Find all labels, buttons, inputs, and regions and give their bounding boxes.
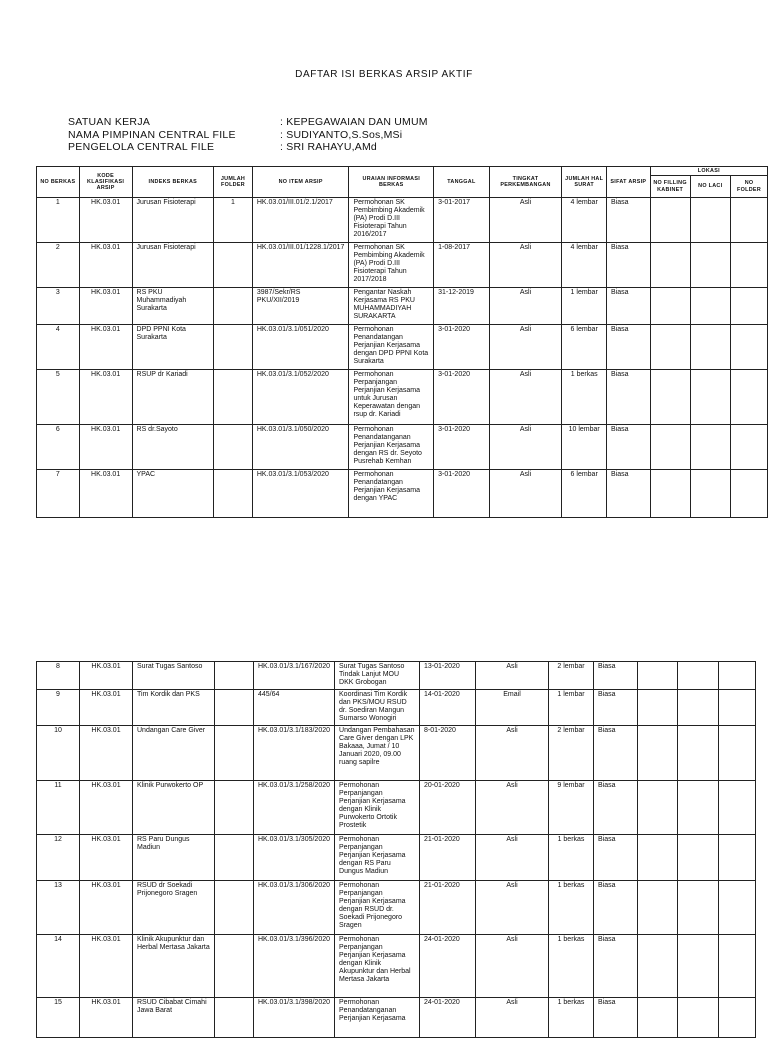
header-kode-klasifikasi: KODE KLASIFIKASI ARSIP — [79, 167, 132, 198]
cell-hal: 6 lembar — [562, 325, 607, 370]
cell-uraian: Koordinasi Tim Kordik dan PKS/MOU RSUD dr. Soediran Mangun Sumarso Wonogiri — [335, 690, 420, 726]
cell-sifat: Biasa — [607, 288, 651, 325]
cell-hal: 1 berkas — [562, 370, 607, 425]
cell-laci — [690, 470, 731, 518]
cell-item: 3987/Sekr/RS PKU/XII/2019 — [252, 288, 349, 325]
cell-uraian: Permohonan Penandatangan Perjanjian Kerjasama dengan DPD PPNI Kota Surakarta — [349, 325, 434, 370]
cell-no: 4 — [37, 325, 80, 370]
archive-table-top — [36, 166, 768, 518]
cell-nofolder — [731, 288, 768, 325]
cell-uraian: Permohonan Penandatanganan Perjanjian Kerjasama — [335, 998, 420, 1038]
cell-folder — [215, 881, 254, 935]
cell-sifat: Biasa — [594, 998, 638, 1038]
cell-tanggal: 3-01-2020 — [434, 325, 490, 370]
cell-kode: HK.03.01 — [79, 325, 132, 370]
cell-folder — [214, 325, 253, 370]
table-row — [37, 425, 768, 470]
cell-tanggal: 21-01-2020 — [420, 881, 476, 935]
cell-sifat: Biasa — [607, 425, 651, 470]
document-title: DAFTAR ISI BERKAS ARSIP AKTIF — [295, 69, 473, 80]
cell-item: HK.03.01/III.01/2.1/2017 — [252, 198, 349, 243]
cell-kode: HK.03.01 — [80, 726, 133, 781]
meta-value: : SUDIYANTO,S.Sos,MSi — [280, 128, 403, 141]
cell-uraian: Permohonan Penandatanganan Perjanjian Kerjasama dengan RS dr. Seyoto Pusrehab Kemhan — [349, 425, 434, 470]
cell-folder — [215, 998, 254, 1038]
header-no-folder: NO FOLDER — [731, 176, 768, 198]
cell-hal: 10 lembar — [562, 425, 607, 470]
cell-sifat: Biasa — [594, 726, 638, 781]
cell-tingkat: Asli — [476, 835, 549, 881]
cell-nofolder — [719, 662, 756, 690]
meta-nama-pimpinan — [68, 129, 428, 142]
cell-tanggal: 13-01-2020 — [420, 662, 476, 690]
cell-indeks: RS Paru Dungus Madiun — [133, 835, 215, 881]
table-row — [37, 726, 756, 781]
cell-kode: HK.03.01 — [80, 881, 133, 935]
cell-indeks: RSUP dr Kariadi — [132, 370, 214, 425]
cell-uraian: Permohonan Perpanjangan Perjanjian Kerjasama dengan RSUD dr. Soekadi Prijonegoro Sragen — [335, 881, 420, 935]
table-row — [37, 325, 768, 370]
meta-key: SATUAN KERJA — [68, 116, 151, 128]
cell-filling — [650, 470, 690, 518]
cell-sifat: Biasa — [594, 690, 638, 726]
cell-tingkat: Asli — [476, 935, 549, 998]
cell-no: 5 — [37, 370, 80, 425]
cell-nofolder — [719, 935, 756, 998]
cell-laci — [678, 690, 719, 726]
cell-nofolder — [719, 781, 756, 835]
header-no-item-arsip: NO ITEM ARSIP — [252, 167, 349, 198]
cell-uraian: Permohonan SK Pembimbing Akademik (PA) Prodi D.III Fisioterapi Tahun 2016/2017 — [349, 198, 434, 243]
cell-folder — [214, 370, 253, 425]
cell-folder — [215, 781, 254, 835]
cell-sifat: Biasa — [607, 325, 651, 370]
cell-kode: HK.03.01 — [79, 425, 132, 470]
cell-tingkat: Asli — [476, 662, 549, 690]
table-row — [37, 288, 768, 325]
header-lokasi: LOKASI — [650, 167, 767, 176]
meta-pengelola — [68, 141, 428, 154]
cell-sifat: Biasa — [607, 370, 651, 425]
cell-filling — [638, 881, 678, 935]
cell-hal: 1 berkas — [549, 935, 594, 998]
cell-tingkat: Asli — [489, 470, 562, 518]
cell-no: 15 — [37, 998, 80, 1038]
cell-kode: HK.03.01 — [80, 835, 133, 881]
cell-indeks: Jurusan Fisioterapi — [132, 198, 214, 243]
cell-filling — [638, 835, 678, 881]
meta-value: : KEPEGAWAIAN DAN UMUM — [280, 116, 428, 128]
cell-filling — [650, 288, 690, 325]
cell-nofolder — [731, 243, 768, 288]
cell-tingkat: Asli — [489, 370, 562, 425]
meta-key: PENGELOLA CENTRAL FILE — [68, 141, 215, 153]
cell-tingkat: Asli — [476, 881, 549, 935]
cell-hal: 2 lembar — [549, 662, 594, 690]
cell-filling — [638, 781, 678, 835]
cell-kode: HK.03.01 — [79, 243, 132, 288]
cell-no: 1 — [37, 198, 80, 243]
cell-hal: 1 lembar — [562, 288, 607, 325]
cell-tingkat: Asli — [489, 288, 562, 325]
cell-item: HK.03.01/3.1/050/2020 — [252, 425, 349, 470]
cell-item: HK.03.01/3.1/053/2020 — [252, 470, 349, 518]
cell-sifat: Biasa — [594, 935, 638, 998]
cell-no: 2 — [37, 243, 80, 288]
cell-indeks: Klinik Akupunktur dan Herbal Mertasa Jakarta — [133, 935, 215, 998]
cell-tanggal: 3-01-2020 — [434, 370, 490, 425]
cell-indeks: Jurusan Fisioterapi — [132, 243, 214, 288]
cell-folder — [214, 288, 253, 325]
table-row — [37, 662, 756, 690]
cell-hal: 4 lembar — [562, 198, 607, 243]
cell-tingkat: Asli — [489, 325, 562, 370]
cell-item: HK.03.01/3.1/305/2020 — [254, 835, 335, 881]
cell-laci — [678, 935, 719, 998]
cell-item: HK.03.01/3.1/398/2020 — [254, 998, 335, 1038]
cell-sifat: Biasa — [607, 243, 651, 288]
header-uraian-informasi: URAIAN INFORMASI BERKAS — [349, 167, 434, 198]
cell-tingkat: Asli — [489, 425, 562, 470]
cell-kode: HK.03.01 — [79, 288, 132, 325]
header-sifat-arsip: SIFAT ARSIP — [607, 167, 651, 198]
cell-filling — [638, 935, 678, 998]
cell-kode: HK.03.01 — [79, 370, 132, 425]
cell-tanggal: 14-01-2020 — [420, 690, 476, 726]
document-meta — [68, 116, 428, 154]
cell-indeks: RS PKU Muhammadiyah Surakarta — [132, 288, 214, 325]
cell-laci — [690, 325, 731, 370]
cell-indeks: Tim Kordik dan PKS — [133, 690, 215, 726]
meta-value: : SRI RAHAYU,AMd — [280, 141, 377, 153]
cell-kode: HK.03.01 — [79, 470, 132, 518]
cell-nofolder — [719, 998, 756, 1038]
cell-indeks: Undangan Care Giver — [133, 726, 215, 781]
cell-item: HK.03.01/3.1/051/2020 — [252, 325, 349, 370]
cell-no: 11 — [37, 781, 80, 835]
cell-uraian: Pengantar Naskah Kerjasama RS PKU MUHAMMADIYAH SURAKARTA — [349, 288, 434, 325]
cell-item: HK.03.01/3.1/183/2020 — [254, 726, 335, 781]
meta-key: NAMA PIMPINAN CENTRAL FILE — [68, 128, 236, 141]
cell-tingkat: Email — [476, 690, 549, 726]
cell-no: 14 — [37, 935, 80, 998]
cell-nofolder — [719, 835, 756, 881]
cell-folder: 1 — [214, 198, 253, 243]
header-tanggal: TANGGAL — [434, 167, 490, 198]
table-row — [37, 243, 768, 288]
cell-hal: 6 lembar — [562, 470, 607, 518]
cell-hal: 1 berkas — [549, 998, 594, 1038]
cell-item: 445/64 — [254, 690, 335, 726]
cell-kode: HK.03.01 — [80, 998, 133, 1038]
table-row — [37, 690, 756, 726]
cell-indeks: RS dr.Sayoto — [132, 425, 214, 470]
cell-item: HK.03.01/III.01/1228.1/2017 — [252, 243, 349, 288]
cell-filling — [638, 662, 678, 690]
cell-tanggal: 24-01-2020 — [420, 935, 476, 998]
cell-uraian: Permohonan SK Pembimbing Akademik (PA) Prodi D.III Fisioterapi Tahun 2017/2018 — [349, 243, 434, 288]
cell-sifat: Biasa — [607, 470, 651, 518]
meta-satuan-kerja — [68, 116, 428, 129]
cell-indeks: YPAC — [132, 470, 214, 518]
cell-uraian: Undangan Pembahasan Care Giver dengan LPK Bakaaa, Jumat / 10 Januari 2020, 09.00 ruang sapilre — [335, 726, 420, 781]
cell-filling — [638, 998, 678, 1038]
cell-filling — [650, 425, 690, 470]
table-row — [37, 470, 768, 518]
cell-indeks: Klinik Purwokerto OP — [133, 781, 215, 835]
cell-laci — [678, 881, 719, 935]
cell-uraian: Permohonan Perpanjangan Perjanjian Kerjasama dengan Klinik Akupunktur dan Herbal Mertasa Jakarta — [335, 935, 420, 998]
cell-folder — [215, 835, 254, 881]
cell-kode: HK.03.01 — [80, 781, 133, 835]
cell-filling — [638, 726, 678, 781]
cell-folder — [215, 726, 254, 781]
cell-folder — [215, 935, 254, 998]
cell-laci — [678, 662, 719, 690]
cell-folder — [214, 243, 253, 288]
cell-kode: HK.03.01 — [80, 662, 133, 690]
cell-nofolder — [731, 198, 768, 243]
cell-tanggal: 3-01-2017 — [434, 198, 490, 243]
cell-tanggal: 20-01-2020 — [420, 781, 476, 835]
cell-nofolder — [731, 370, 768, 425]
cell-item: HK.03.01/3.1/306/2020 — [254, 881, 335, 935]
cell-laci — [678, 781, 719, 835]
cell-laci — [690, 425, 731, 470]
cell-hal: 2 lembar — [549, 726, 594, 781]
cell-hal: 1 lembar — [549, 690, 594, 726]
cell-nofolder — [719, 881, 756, 935]
cell-no: 7 — [37, 470, 80, 518]
cell-uraian: Permohonan Perpanjangan Perjanjian Kerjasama untuk Jurusan Keperawatan dengan rsup dr. Kariadi — [349, 370, 434, 425]
cell-kode: HK.03.01 — [80, 935, 133, 998]
cell-tanggal: 3-01-2020 — [434, 425, 490, 470]
cell-sifat: Biasa — [594, 662, 638, 690]
cell-item: HK.03.01/3.1/396/2020 — [254, 935, 335, 998]
cell-uraian: Permohonan Perpanjangan Perjanjian Kerjasama dengan RS Paru Dungus Madiun — [335, 835, 420, 881]
cell-laci — [678, 835, 719, 881]
cell-kode: HK.03.01 — [80, 690, 133, 726]
cell-nofolder — [719, 690, 756, 726]
cell-tanggal: 21-01-2020 — [420, 835, 476, 881]
cell-indeks: RSUD Cibabat Cimahi Jawa Barat — [133, 998, 215, 1038]
cell-folder — [215, 690, 254, 726]
cell-sifat: Biasa — [594, 881, 638, 935]
cell-tingkat: Asli — [489, 243, 562, 288]
table-row — [37, 998, 756, 1038]
table-row — [37, 881, 756, 935]
cell-laci — [690, 243, 731, 288]
cell-tingkat: Asli — [476, 998, 549, 1038]
cell-tanggal: 1-08-2017 — [434, 243, 490, 288]
cell-tanggal: 24-01-2020 — [420, 998, 476, 1038]
cell-uraian: Surat Tugas Santoso Tindak Lanjut MOU DKK Grobogan — [335, 662, 420, 690]
cell-no: 6 — [37, 425, 80, 470]
cell-uraian: Permohonan Perpanjangan Perjanjian Kerjasama dengan Klinik Purwokerto Ortotik Prostetik — [335, 781, 420, 835]
cell-tanggal: 8-01-2020 — [420, 726, 476, 781]
cell-filling — [650, 198, 690, 243]
cell-item: HK.03.01/3.1/258/2020 — [254, 781, 335, 835]
cell-filling — [650, 243, 690, 288]
cell-item: HK.03.01/3.1/052/2020 — [252, 370, 349, 425]
cell-tanggal: 3-01-2020 — [434, 470, 490, 518]
cell-laci — [690, 288, 731, 325]
cell-sifat: Biasa — [607, 198, 651, 243]
cell-no: 8 — [37, 662, 80, 690]
cell-nofolder — [719, 726, 756, 781]
cell-nofolder — [731, 425, 768, 470]
cell-no: 9 — [37, 690, 80, 726]
cell-kode: HK.03.01 — [79, 198, 132, 243]
cell-laci — [690, 198, 731, 243]
header-no-filling: NO FILLING KABINET — [650, 176, 690, 198]
cell-filling — [650, 370, 690, 425]
cell-nofolder — [731, 325, 768, 370]
cell-hal: 1 berkas — [549, 835, 594, 881]
header-indeks-berkas: INDEKS BERKAS — [132, 167, 214, 198]
header-jumlah-hal: JUMLAH HAL SURAT — [562, 167, 607, 198]
cell-indeks: RSUD dr Soekadi Prijonegoro Sragen — [133, 881, 215, 935]
cell-tingkat: Asli — [489, 198, 562, 243]
cell-sifat: Biasa — [594, 835, 638, 881]
cell-indeks: DPD PPNI Kota Surakarta — [132, 325, 214, 370]
cell-no: 12 — [37, 835, 80, 881]
cell-folder — [215, 662, 254, 690]
table-row — [37, 370, 768, 425]
cell-tingkat: Asli — [476, 781, 549, 835]
cell-laci — [678, 726, 719, 781]
header-tingkat-perkembangan: TINGKAT PERKEMBANGAN — [489, 167, 562, 198]
cell-no: 13 — [37, 881, 80, 935]
cell-no: 3 — [37, 288, 80, 325]
header-no-laci: NO LACI — [690, 176, 731, 198]
header-no-berkas: NO BERKAS — [37, 167, 80, 198]
header-jumlah-folder: JUMLAH FOLDER — [214, 167, 253, 198]
cell-sifat: Biasa — [594, 781, 638, 835]
cell-no: 10 — [37, 726, 80, 781]
table-row — [37, 781, 756, 835]
cell-uraian: Permohonan Penandatangan Perjanjian Kerjasama dengan YPAC — [349, 470, 434, 518]
table-row — [37, 835, 756, 881]
cell-hal: 4 lembar — [562, 243, 607, 288]
cell-hal: 1 berkas — [549, 881, 594, 935]
cell-folder — [214, 470, 253, 518]
cell-tanggal: 31-12-2019 — [434, 288, 490, 325]
cell-filling — [650, 325, 690, 370]
cell-hal: 9 lembar — [549, 781, 594, 835]
cell-nofolder — [731, 470, 768, 518]
cell-folder — [214, 425, 253, 470]
cell-item: HK.03.01/3.1/167/2020 — [254, 662, 335, 690]
cell-tingkat: Asli — [476, 726, 549, 781]
cell-indeks: Surat Tugas Santoso — [133, 662, 215, 690]
cell-laci — [690, 370, 731, 425]
table-row — [37, 935, 756, 998]
archive-table-bottom — [36, 661, 756, 1038]
table-row — [37, 198, 768, 243]
cell-laci — [678, 998, 719, 1038]
cell-filling — [638, 690, 678, 726]
